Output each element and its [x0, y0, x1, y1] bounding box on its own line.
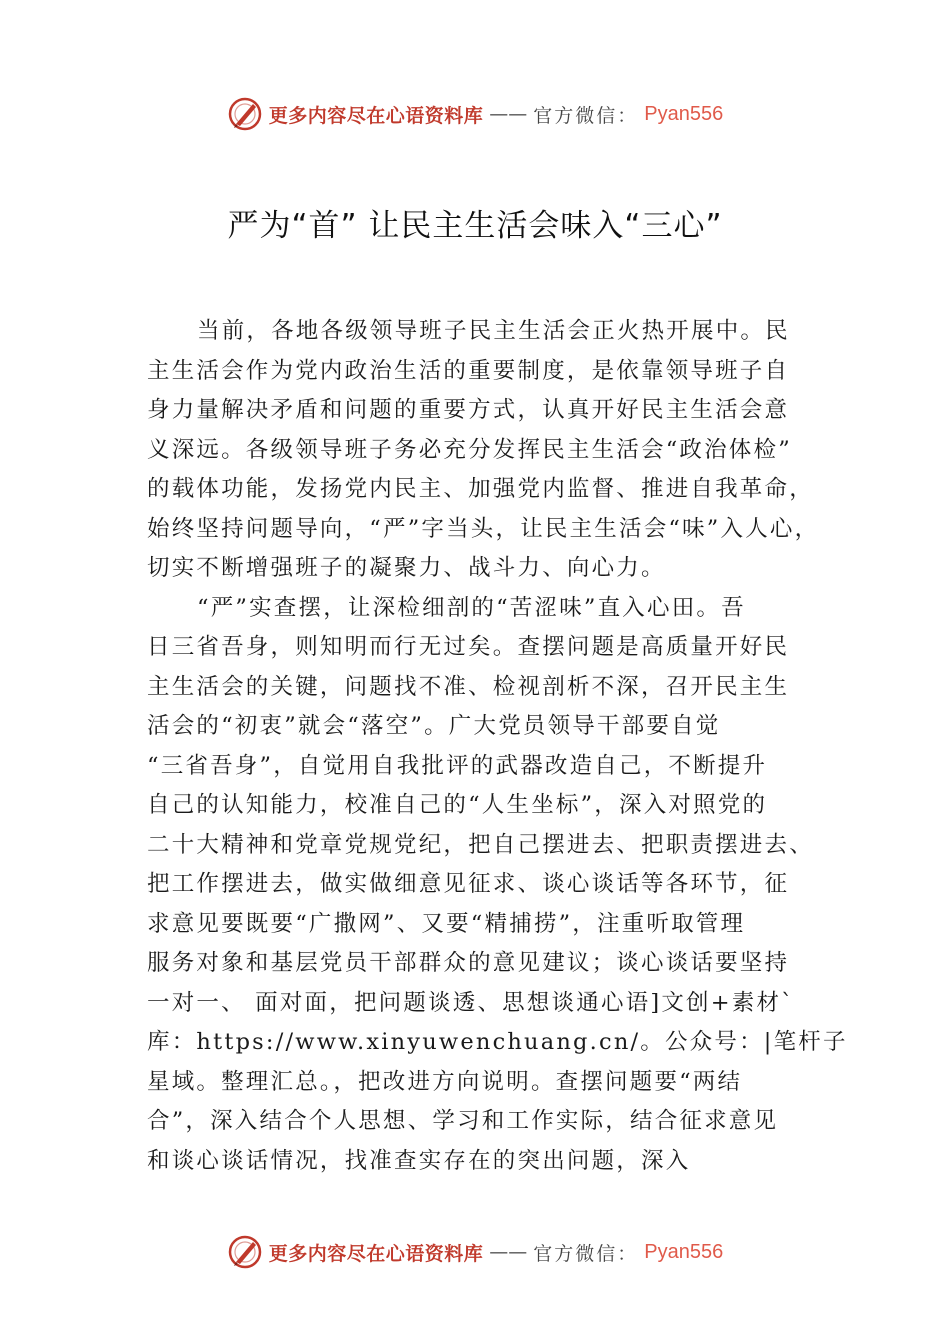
- paragraph-1-line: 当前，各地各级领导班子民主生活会正火热开展中。民: [197, 318, 790, 344]
- paragraph-2-line: 活会的“初衷”就会“落空”。广大党员领导干部要自觉: [147, 713, 721, 739]
- paragraph-1-line: 义深远。各级领导班子务必充分发挥民主生活会“政治体检”: [147, 436, 792, 463]
- paragraph-2-line: 星域。整理汇总。，把改进方向说明。查摆问题要“两结: [147, 1068, 743, 1095]
- banner-separator: ——: [489, 103, 528, 125]
- banner-brand-text: 更多内容尽在心语资料库: [268, 1242, 484, 1265]
- paragraph-2-line: 自己的认知能力，校准自己的“人生坐标”，深入对照党的: [147, 792, 768, 818]
- banner-separator: ——: [489, 1241, 528, 1263]
- banner-wechat-id: Pyan556: [644, 1240, 724, 1263]
- banner-wechat-id: Pyan556: [644, 102, 724, 125]
- paragraph-2-line: 合”，深入结合个人思想、学习和工作实际，结合征求意见: [147, 1108, 779, 1134]
- paragraph-2-line: “三省吾身”，自觉用自我批评的武器改造自己，不断提升: [147, 752, 768, 779]
- article-title: 严为“首” 让民主生活会味入“三心”: [227, 208, 723, 244]
- paragraph-1-line: 身力量解决矛盾和问题的重要方式，认真开好民主生活会意: [147, 397, 790, 423]
- paragraph-2-line: 库：https://www.xinyuwenchuang.cn/。公众号：|笔杆子: [147, 1029, 848, 1055]
- header-banner: [0, 94, 950, 134]
- paragraph-2-line: “严”实查摆，让深检细剖的“苦涩味”直入心田。吾: [197, 594, 746, 621]
- article-body: [147, 312, 848, 1181]
- paragraph-1-line: 的载体功能，发扬党内民主、加强党内监督、推进自我革命，: [147, 476, 814, 502]
- quill-pen-logo-icon: [227, 1234, 263, 1270]
- paragraph-2-line: 一对一、 面对面，把问题谈透、思想谈通心语]文创+素材`: [147, 989, 795, 1016]
- paragraph-2-line: 把工作摆进去，做实做细意见征求、谈心谈话等各环节，征: [147, 871, 790, 897]
- paragraph-2-line: 服务对象和基层党员干部群众的意见建议；谈心谈话要坚持: [147, 950, 790, 976]
- paragraph-1-line: 始终坚持问题导向，“严”字当头，让民主生活会“味”入人心，: [147, 515, 820, 542]
- paragraph-1-line: 切实不断增强班子的凝聚力、战斗力、向心力。: [147, 555, 666, 581]
- banner-brand-text: 更多内容尽在心语资料库: [268, 104, 484, 127]
- paragraph-2-line: 二十大精神和党章党规党纪，把自己摆进去、把职责摆进去、: [147, 831, 814, 858]
- banner-wechat-label: 官方微信：: [533, 1242, 639, 1265]
- paragraph-2-line: 和谈心谈话情况，找准查实存在的突出问题，深入: [147, 1147, 691, 1174]
- footer-banner: [0, 1232, 950, 1272]
- paragraph-2-line: 主生活会的关键，问题找不准、检视剖析不深，召开民主生: [147, 673, 790, 700]
- banner-wechat-label: 官方微信：: [533, 104, 639, 127]
- quill-pen-logo-icon: [227, 96, 263, 132]
- paragraph-2-line: 求意见要既要“广撒网”、又要“精捕捞”，注重听取管理: [147, 910, 746, 937]
- paragraph-1-line: 主生活会作为党内政治生活的重要制度，是依靠领导班子自: [147, 357, 790, 384]
- paragraph-2-line: 日三省吾身，则知明而行无过矣。查摆问题是高质量开好民: [147, 634, 790, 660]
